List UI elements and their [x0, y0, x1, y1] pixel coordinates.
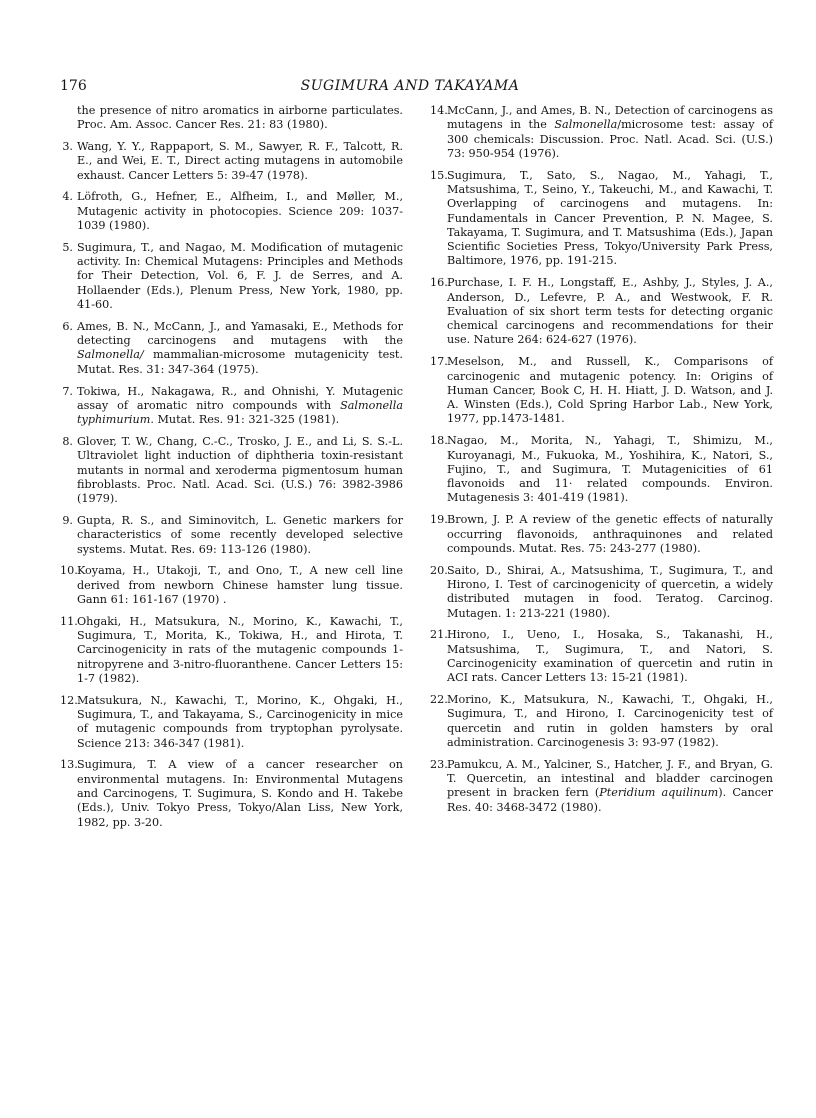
reference-text-part: the presence of nitro aromatics in airborne particulates. Proc. Am. Assoc. Cancer Res. 21: 83 (1980). [77, 104, 403, 132]
reference-text-part: Morino, K., Matsukura, N., Kawachi, T., Ohgaki, H., Sugimura, T., and Hirono, I. Carcinogenicity test of quercetin and rutin in golden hamsters by oral administration. Carcinogenesis 3: 93-97 (1982). [447, 692, 773, 749]
reference-text-part: Hirono, I., Ueno, I., Hosaka, S., Takanashi, H., Matsushima, T., Sugimura, T., and Natori, S. Carcinogenicity examination of quercetin and rutin in ACI rats. Cancer Letters 13: 15-21 (1981). [447, 628, 773, 685]
reference-item [430, 276, 773, 347]
reference-number: 13. [60, 758, 78, 772]
reference-text [447, 104, 773, 160]
reference-number: 21. [430, 628, 448, 642]
reference-number: 15. [430, 168, 448, 182]
italic-taxon: Pteridium aquilinum [599, 786, 719, 800]
reference-text [77, 758, 403, 828]
reference-item [60, 104, 403, 133]
reference-text-part: Gupta, R. S., and Siminovitch, L. Genetic markers for characteristics of some recently developed selective systems. Mutat. Res. 69: 113-126 (1980). [77, 513, 403, 556]
reference-text [77, 104, 403, 131]
reference-number: 5. [62, 240, 73, 254]
reference-text-part: Sugimura, T. A view of a cancer researcher on environmental mutagens. In: Environmental Mutagens and Carcinogens, T. Sugimura, S. Kondo and H. Takebe (Eds.), Univ. Tokyo Press, Tokyo/Alan Liss, New York, 1982, pp. 3-20. [77, 758, 403, 829]
reference-text-part: Ohgaki, H., Matsukura, N., Morino, K., Kawachi, T., Sugimura, T., Morita, K., Tokiwa, H., and Hirota, T. Carcinogenicity in rats of the mutagenic compounds 1-nitropyrene and 3-nitro-fluoranthene. Cancer Letters 15: 1-7 (1982). [77, 614, 403, 685]
reference-number: 7. [62, 384, 73, 398]
reference-item [60, 758, 403, 829]
reference-item [430, 628, 773, 685]
reference-text-part: Glover, T. W., Chang, C.-C., Trosko, J. E., and Li, S. S.-L. Ultraviolet light induction of diphtheria toxin-resistant mutants in normal and xeroderma pigmentosum human fibroblasts. Proc. Natl. Acad. Sci. (U.S.) 76: 3982-3986 (1979). [77, 434, 403, 506]
reference-item [60, 514, 403, 557]
reference-number: 6. [62, 319, 73, 333]
reference-number: 14. [430, 104, 448, 117]
reference-item [60, 320, 403, 377]
reference-text-part: Saito, D., Shirai, A., Matsushima, T., Sugimura, T., and Hirono, I. Test of carcinogenicity of quercetin, a widely distributed mutagen in food. Teratog. Carcinog. Mutagen. 1: 213-221 (1980). [447, 563, 773, 620]
reference-item [430, 758, 773, 815]
reference-text [447, 628, 773, 684]
reference-text-part: Pamukcu, A. M., Yalciner, S., Hatcher, J. F., and Bryan, G. T. Quercetin, an intestinal and bladder carcinogen present in bracken fern ( [447, 757, 773, 800]
reference-number: 10. [60, 564, 78, 578]
reference-text-part: Sugimura, T., Sato, S., Nagao, M., Yahagi, T., Matsushima, T., Seino, Y., Takeuchi, M., and Kawachi, T. Overlapping of carcinogens and mutagens. In: Fundamentals in Cancer Prevention, P. N. Magee, S. Takayama, T. Sugimura, and T. Matsushima (Eds.), Japan Scientific Societies Press, Tokyo/University Park Press, Baltimore, 1976, pp. 191-215. [447, 168, 773, 268]
reference-text [447, 276, 773, 346]
reference-text [447, 355, 773, 425]
page-header [60, 78, 760, 100]
reference-number: 11. [60, 614, 78, 628]
reference-number: 8. [62, 434, 73, 448]
reference-item [60, 615, 403, 686]
reference-number: 19. [430, 513, 448, 527]
reference-item [430, 104, 773, 161]
page-number: 176 [60, 78, 87, 94]
reference-text-part: Löfroth, G., Hefner, E., Alfheim, I., and Møller, M., Mutagenic activity in photocopies. Science 209: 1037-1039 (1980). [77, 190, 403, 233]
reference-text-part: Sugimura, T., and Nagao, M. Modification of mutagenic activity. In: Chemical Mutagens: Principles and Methods for Their Detection, Vol. 6, F. J. de Serres, and A. Hollaender (Eds.), Plenum Press, New York, 1980, pp. 41-60. [77, 240, 403, 312]
reference-item [60, 385, 403, 428]
reference-text [77, 514, 403, 556]
reference-number: 4. [62, 190, 73, 204]
reference-number: 20. [430, 563, 448, 577]
reference-number: 18. [430, 434, 448, 448]
reference-item [430, 434, 773, 505]
reference-column-right [430, 104, 773, 822]
reference-text-part: Meselson, M., and Russell, K., Comparisons of carcinogenic and mutagenic potency. In: Origins of Human Cancer, Book C, H. H. Hiatt, J. D. Watson, and J. A. Winsten (Eds.), Cold Spring Harbor Lab., New York, 1977, pp.1473-1481. [447, 355, 773, 426]
reference-number: 16. [430, 276, 448, 290]
reference-text-part: Brown, J. P. A review of the genetic effects of naturally occurring flavonoids, anthraquinones and related compounds. Mutat. Res. 75: 243-277 (1980). [447, 513, 773, 555]
reference-item [60, 140, 403, 183]
reference-number: 23. [430, 757, 448, 771]
reference-text-part: Wang, Y. Y., Rappaport, S. M., Sawyer, R. F., Talcott, R. E., and Wei, E. T., Direct acting mutagens in automobile exhaust. Cancer Letters 5: 39-47 (1978). [77, 140, 403, 182]
reference-text-part: Matsukura, N., Kawachi, T., Morino, K., Ohgaki, H., Sugimura, T., and Takayama, S., Carcinogenicity in mice of mutagenic compounds from tryptophan pyrolysate. Science 213: 346-347 (1981). [77, 693, 403, 750]
reference-text-part: Purchase, I. F. H., Longstaff, E., Ashby, J., Styles, J. A., Anderson, D., Lefevre, P. A., and Westwook, F. R. Evaluation of six short term tests for detecting organic chemical carcinogens and recommendations for their use. Nature 264: 624-627 (1976). [447, 276, 773, 347]
reference-text-part: Ames, B. N., McCann, J., and Yamasaki, E., Methods for detecting carcinogens and mutagens with the [77, 319, 403, 348]
reference-text [447, 564, 773, 620]
reference-number: 22. [430, 692, 448, 706]
reference-column-left [60, 104, 403, 837]
reference-text [77, 190, 403, 232]
reference-text [447, 513, 773, 555]
reference-item [430, 355, 773, 426]
reference-text [77, 694, 403, 750]
reference-text-part: McCann, J., and Ames, B. N., Detection of carcinogens as mutagens in the [447, 104, 773, 132]
reference-item [60, 435, 403, 506]
italic-taxon: Salmonella typhimurium [77, 398, 403, 427]
reference-item [430, 169, 773, 269]
reference-item [430, 513, 773, 556]
running-head: SUGIMURA AND TAKAYAMA [300, 78, 520, 94]
reference-text [447, 434, 773, 504]
reference-item [60, 190, 403, 233]
reference-item [430, 693, 773, 750]
reference-text-part: Koyama, H., Utakoji, T., and Ono, T., A new cell line derived from newborn Chinese hamster lung tissue. Gann 61: 161-167 (1970) . [77, 564, 403, 606]
reference-text [77, 564, 403, 606]
reference-text-part: mammalian-microsome mutagenicity test. Mutat. Res. 31: 347-364 (1975). [77, 348, 403, 376]
italic-taxon: Salmonella/ [77, 348, 144, 362]
reference-text [447, 758, 773, 814]
reference-text [447, 169, 773, 268]
reference-text-part: ). Cancer Res. 40: 3468-3472 (1980). [447, 786, 773, 814]
reference-text-part: Tokiwa, H., Nakagawa, R., and Ohnishi, Y. Mutagenic assay of aromatic nitro compounds with [77, 384, 403, 412]
reference-number: 3. [62, 140, 73, 154]
italic-taxon: Salmonella [554, 118, 618, 132]
reference-number: 12. [60, 693, 78, 707]
reference-number: 17. [430, 355, 448, 369]
reference-item [430, 564, 773, 621]
reference-text-part: /microsome test: assay of 300 chemicals: Discussion. Proc. Natl. Acad. Sci. (U.S.) 73: 950-954 (1976). [447, 118, 774, 160]
reference-item [60, 241, 403, 312]
reference-text [77, 385, 403, 427]
reference-text [447, 693, 773, 749]
reference-item [60, 694, 403, 751]
reference-item [60, 564, 403, 607]
reference-text-part: Nagao, M., Morita, N., Yahagi, T., Shimizu, M., Kuroyanagi, M., Fukuoka, M., Yoshihira, K., Natori, S., Fujino, T., and Sugimura, T. Mutagenicities of 61 flavonoids and 11· related compounds. Environ. Mutagenesis 3: 401-419 (1981). [447, 434, 773, 505]
reference-text [77, 140, 403, 182]
reference-text [77, 435, 403, 505]
reference-text [77, 241, 403, 311]
reference-text-part: . Mutat. Res. 91: 321-325 (1981). [150, 413, 340, 427]
reference-text [77, 615, 403, 685]
reference-text [77, 320, 403, 376]
reference-number: 9. [62, 513, 73, 527]
